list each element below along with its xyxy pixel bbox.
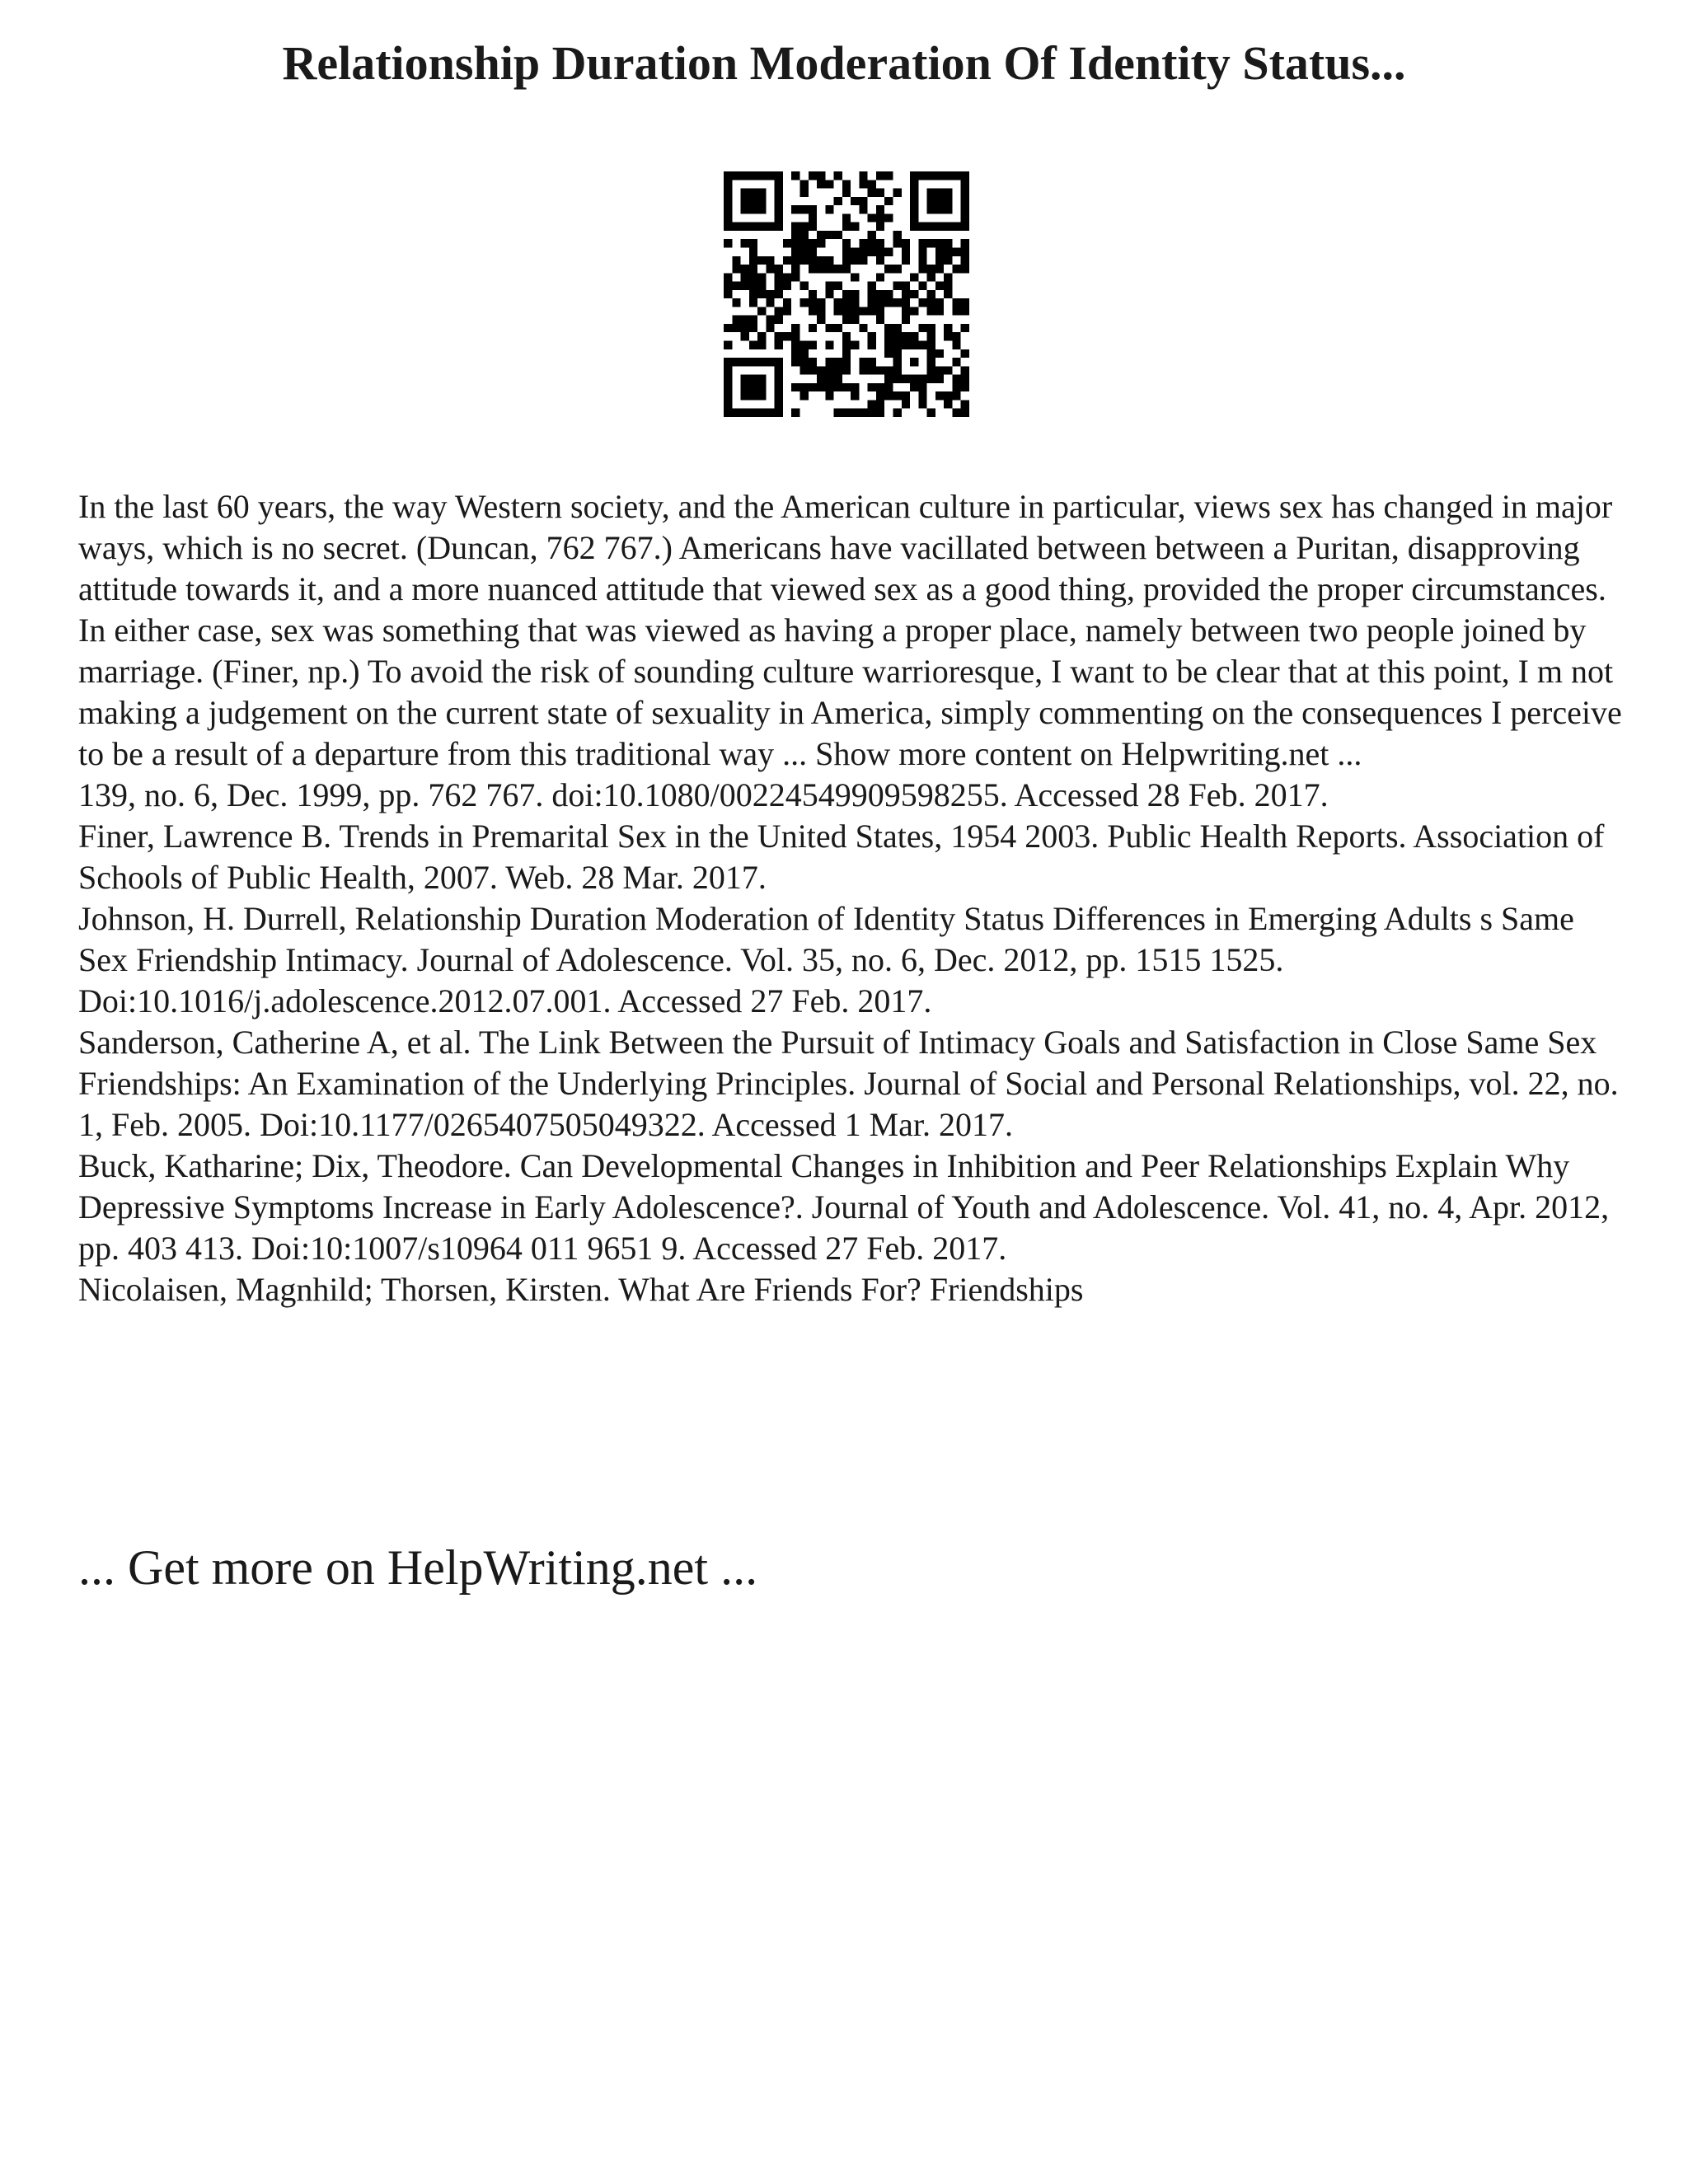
reference-entry: Buck, Katharine; Dix, Theodore. Can Developmental Changes in Inhibition and Peer Relationships Explain Why Depressive Symptoms Increase in Early Adolescence?. Journal of Youth and Adolescence. Vol. 41, no. 4, Apr. 2012, pp. 403 413. Doi:10:1007/s10964 011 9651 9. Accessed 27 Feb. 2017. — [78, 1147, 1610, 1267]
reference-entry: Nicolaisen, Magnhild; Thorsen, Kirsten. What Are Friends For? Friendships — [78, 1271, 1084, 1308]
reference-entry: Sanderson, Catherine A, et al. The Link Between the Pursuit of Intimacy Goals and Satisfaction in Close Same Sex Friendships: An Examination of the Underlying Principles. Journal of Social and Personal Relationships, vol. 22, no. 1, Feb. 2005. Doi:10.1177/0265407505049322. Accessed 1 Mar. 2017. — [78, 1024, 1619, 1143]
document-body — [78, 486, 1628, 1310]
get-more-link[interactable]: ... Get more on HelpWriting.net ... — [78, 1540, 758, 1595]
reference-entry: 139, no. 6, Dec. 1999, pp. 762 767. doi:10.1080/00224549909598255. Accessed 28 Feb. 2017. — [78, 776, 1329, 813]
reference-entry: Johnson, H. Durrell, Relationship Duration Moderation of Identity Status Differences in Emerging Adults s Same Sex Friendship Intimacy. Journal of Adolescence. Vol. 35, no. 6, Dec. 2012, pp. 1515 1525. Doi:10.1016/j.adolescence.2012.07.001. Accessed 27 Feb. 2017. — [78, 900, 1574, 1019]
reference-entry: Finer, Lawrence B. Trends in Premarital Sex in the United States, 1954 2003. Public Health Reports. Association of Schools of Public Health, 2007. Web. 28 Mar. 2017. — [78, 818, 1605, 896]
qr-code-icon — [724, 171, 969, 417]
intro-paragraph: In the last 60 years, the way Western society, and the American culture in particular, views sex has changed in major ways, which is no secret. (Duncan, 762 767.) Americans have vacillated between between a Puritan, disapproving attitude towards it, and a more nuanced attitude that viewed sex as a good thing, provided the proper circumstances. In either case, sex was something that was viewed as having a proper place, namely between two people joined by marriage. (Finer, np.) To avoid the risk of sounding culture warrioresque, I want to be clear that at this point, I m not making a judgement on the current state of sexuality in America, simply commenting on the consequences I perceive to be a result of a departure from this traditional way ... Show more content on Helpwriting.net ... — [78, 488, 1622, 772]
document-title: Relationship Duration Moderation Of Identity Status... — [282, 36, 1406, 90]
